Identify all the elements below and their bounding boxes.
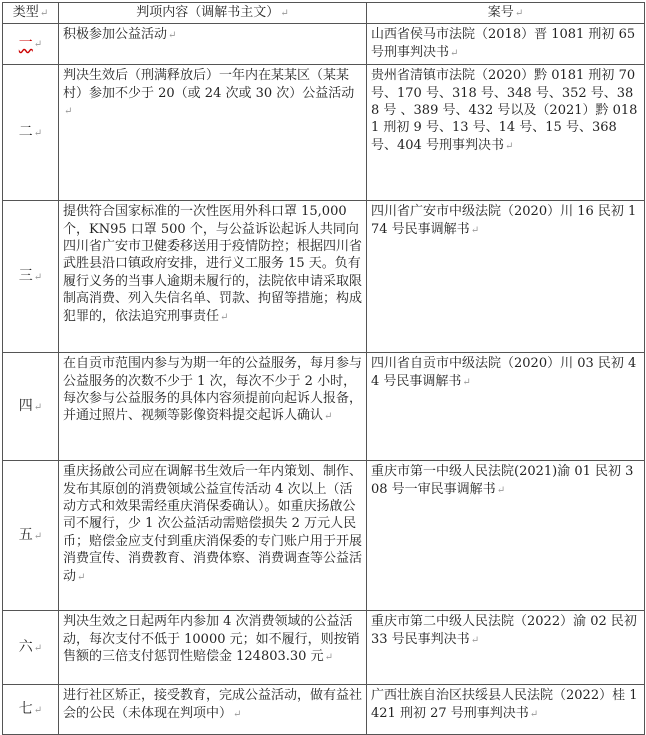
row-case: 山西省侯马市法院（2018）晋 1081 刑初 65 号刑事判决书↵ — [367, 24, 645, 65]
table-row — [3, 65, 645, 201]
table-row — [3, 201, 645, 353]
row-type: 二↵ — [3, 65, 59, 201]
header-content: 判项内容（调解书主文）↵ — [59, 3, 367, 24]
row-type: 六↵ — [3, 611, 59, 685]
table-row — [3, 611, 645, 685]
row-content: 判决生效之日起两年内参加 4 次消费领域的公益活动，每次支付不低于 10000 元；如不履行，则按销售额的三倍支付惩罚性赔偿金 124803.30 元↵ — [59, 611, 367, 685]
table-row — [3, 685, 645, 735]
row-content: 判决生效后（刑满释放后）一年内在某某区（某某村）参加不少于 20（或 24 次或 30 次）公益活动↵ — [59, 65, 367, 201]
row-case: 四川省广安市中级法院（2020）川 16 民初 174 号民事调解书↵ — [367, 201, 645, 353]
header-case: 案号↵ — [367, 3, 645, 24]
row-content: 提供符合国家标准的一次性医用外科口罩 15,000 个，KN95 口罩 500 个，与公益诉讼起诉人共同向四川省广安市卫健委移送用于疫情防控；根据四川省武胜县沿口镇政府安排，进行义工服务 15 天。负有履行义务的当事人逾期未履行的，法院依申请采取限制高消费、列入失信名单、罚款、拘留等措施；构成犯罪的，依法追究刑事责任↵ — [59, 201, 367, 353]
row-case: 重庆市第一中级人民法院(2021)渝 01 民初 308 号一审民事调解书↵ — [367, 461, 645, 611]
table-row — [3, 461, 645, 611]
row-type: 七↵ — [3, 685, 59, 735]
row-case: 重庆市第二中级人民法院（2022）渝 02 民初 33 号民事判决书↵ — [367, 611, 645, 685]
row-case: 广西壮族自治区扶绥县人民法院（2022）桂 1421 刑初 27 号刑事判决书↵ — [367, 685, 645, 735]
row-content: 积极参加公益活动↵ — [59, 24, 367, 65]
row-content: 进行社区矫正，接受教育，完成公益活动，做有益社会的公民（未体现在判项中）↵ — [59, 685, 367, 735]
row-case: 四川省自贡市中级法院（2020）川 03 民初 44 号民事调解书↵ — [367, 353, 645, 461]
row-type: 一↵ — [3, 24, 59, 65]
row-case: 贵州省清镇市法院（2020）黔 0181 刑初 70 号、170 号、318 号、348 号、352 号、388 号 、389 号、432 号以及（2021）黔 0181 刑初 9 号、13 号、14 号、15 号、368 号、404 号刑事判决书↵ — [367, 65, 645, 201]
table-row — [3, 24, 645, 65]
row-content: 在自贡市范围内参与为期一年的公益服务，每月参与公益服务的次数不少于 1 次，每次不少于 2 小时，每次参与公益服务的具体内容须提前向起诉人报备，并通过照片、视频等影像资料提交起诉人确认↵ — [59, 353, 367, 461]
table-row — [3, 353, 645, 461]
case-table — [2, 2, 645, 735]
table-header-row — [3, 3, 645, 24]
row-type: 三↵ — [3, 201, 59, 353]
row-type: 五↵ — [3, 461, 59, 611]
header-type: 类型↵ — [3, 3, 59, 24]
row-type: 四↵ — [3, 353, 59, 461]
row-content: 重庆扬啟公司应在调解书生效后一年内策划、制作、发布其原创的消费领域公益宣传活动 4 次以上（活动方式和效果需经重庆消保委确认）。如重庆扬啟公司不履行，少 1 次公益活动需赔偿损失 2 万元人民币；赔偿金应支付到重庆消保委的专门账户用于开展消费宣传、消费教育、消费体察、消费调查等公益活动↵ — [59, 461, 367, 611]
